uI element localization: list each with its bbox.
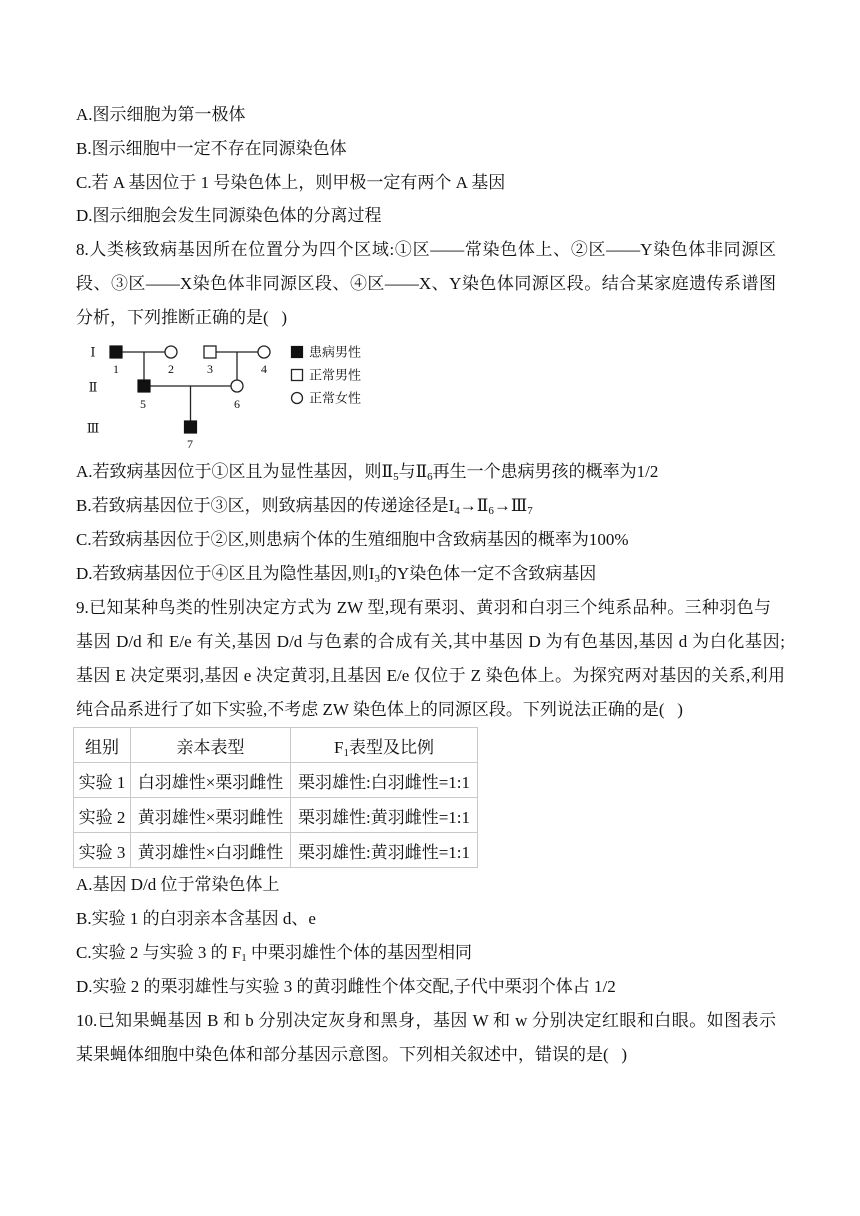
- text-segment: 再生一个患病男孩的概率为1/2: [432, 462, 659, 481]
- q10-stem-line-1: 10.已知果蝇基因 B 和 b 分别决定灰身和黑身，基因 W 和 w 分别决定红眼和白眼。如图表示: [76, 1011, 776, 1030]
- q9-stem-line-4: 纯合品系进行了如下实验,不考虑 ZW 染色体上的同源区段。下列说法正确的是( ): [76, 700, 683, 719]
- q8-option-d: [76, 562, 596, 586]
- legend-normal-male-square-icon: [292, 370, 303, 381]
- cell-parents: 黄羽雄性×栗羽雌性: [131, 798, 291, 833]
- cell-group: 实验 3: [74, 833, 131, 868]
- q9-stem-line-2: 基因 D/d 和 E/e 有关,基因 D/d 与色素的合成有关,其中基因 D 为有色基因,基因 d 为白化基因;: [76, 632, 785, 651]
- legend-label-normal-male: 正常男性: [309, 367, 362, 383]
- individual-number-1: 1: [113, 362, 119, 376]
- q9-option-c: [76, 941, 472, 965]
- text-segment: 的Y染色体一定不含致病基因: [379, 564, 597, 583]
- legend-normal-female-circle-icon: [292, 393, 303, 404]
- legend-label-affected-male: 患病男性: [309, 344, 362, 360]
- q8-stem-line-1: 8.人类核致病基因所在位置分为四个区域:①区——常染色体上、②区——Y染色体非同源区: [76, 240, 776, 259]
- subscript: 6: [488, 505, 494, 517]
- individual-number-4: 4: [261, 362, 267, 376]
- normal-female-circle-icon: [231, 380, 243, 392]
- q7-option-c: C.若 A 基因位于 1 号染色体上，则甲极一定有两个 A 基因: [76, 173, 506, 192]
- affected-male-square-icon: [138, 380, 150, 392]
- cell-f1: 栗羽雄性:黄羽雌性=1:1: [291, 833, 478, 868]
- normal-female-circle-icon: [258, 346, 270, 358]
- legend-label-normal-female: 正常女性: [309, 390, 362, 406]
- text-segment: 表型及比例: [348, 737, 434, 757]
- individual-number-6: 6: [234, 397, 240, 411]
- text-segment: 与Ⅱ: [398, 462, 428, 481]
- cell-parents: 白羽雄性×栗羽雌性: [131, 763, 291, 798]
- legend-affected-male-square-icon: [292, 347, 303, 358]
- generation-label-2: Ⅱ: [88, 379, 98, 395]
- cell-f1: 栗羽雄性:黄羽雌性=1:1: [291, 798, 478, 833]
- q9-stem-line-3: 基因 E 决定栗羽,基因 e 决定黄羽,且基因 E/e 仅位于 Z 染色体上。为探究两对基因的关系,利用: [76, 666, 785, 685]
- cell-group: 实验 1: [74, 763, 131, 798]
- text-segment: C.实验 2 与实验 3 的 F: [76, 943, 242, 962]
- header-f1: [291, 728, 478, 763]
- affected-male-square-icon: [185, 421, 197, 433]
- q7-option-b: B.图示细胞中一定不存在同源染色体: [76, 139, 347, 158]
- normal-male-square-icon: [204, 346, 216, 358]
- table-header-row: [74, 728, 478, 763]
- subscript: 5: [393, 471, 399, 483]
- cell-group: 实验 2: [74, 798, 131, 833]
- cell-f1: 栗羽雄性:白羽雌性=1:1: [291, 763, 478, 798]
- text-segment: F: [334, 737, 344, 757]
- individual-number-5: 5: [140, 397, 146, 411]
- generation-label-1: Ⅰ: [90, 344, 96, 360]
- subscript: 1: [241, 952, 247, 964]
- q7-option-d: D.图示细胞会发生同源染色体的分离过程: [76, 206, 382, 225]
- q8-option-b: [76, 494, 533, 518]
- normal-female-circle-icon: [165, 346, 177, 358]
- subscript: 1: [343, 746, 349, 759]
- text-segment: A.若致病基因位于①区且为显性基因，则Ⅱ: [76, 462, 394, 481]
- text-segment: D.若致病基因位于④区且为隐性基因,则I: [76, 564, 375, 583]
- q8-stem-line-3: 分析，下列推断正确的是( ): [76, 308, 288, 327]
- subscript: 7: [527, 505, 533, 517]
- subscript: 6: [427, 471, 433, 483]
- q8-stem-line-2: 段、③区——X染色体非同源区段、④区——X、Y染色体同源区段。结合某家庭遗传系谱图: [76, 274, 776, 293]
- subscript: 4: [454, 505, 460, 517]
- text-segment: B.若致病基因位于③区，则致病基因的传递途径是I: [76, 496, 455, 515]
- q10-stem-line-2: 某果蝇体细胞中染色体和部分基因示意图。下列相关叙述中，错误的是( ): [76, 1045, 628, 1064]
- q9-option-b: B.实验 1 的白羽亲本含基因 d、e: [76, 909, 316, 928]
- affected-male-square-icon: [110, 346, 122, 358]
- table-row: [74, 833, 478, 868]
- cell-parents: 黄羽雄性×白羽雌性: [131, 833, 291, 868]
- header-parents: 亲本表型: [131, 728, 291, 763]
- text-segment: 中栗羽雄性个体的基因型相同: [246, 943, 473, 962]
- q7-option-a: A.图示细胞为第一极体: [76, 105, 246, 124]
- pedigree-diagram: [80, 335, 380, 455]
- experiment-table: [73, 727, 478, 868]
- q9-option-a: A.基因 D/d 位于常染色体上: [76, 875, 280, 894]
- text-segment: →Ⅱ: [459, 496, 489, 515]
- subscript: 3: [374, 573, 380, 585]
- generation-label-3: Ⅲ: [86, 420, 100, 436]
- table-row: [74, 763, 478, 798]
- text-segment: →Ⅲ: [493, 496, 528, 515]
- header-group: 组别: [74, 728, 131, 763]
- individual-number-3: 3: [207, 362, 213, 376]
- q9-option-d: D.实验 2 的栗羽雄性与实验 3 的黄羽雌性个体交配,子代中栗羽个体占 1/2: [76, 977, 616, 996]
- table-row: [74, 798, 478, 833]
- individual-number-7: 7: [187, 437, 193, 451]
- q9-stem-line-1: 9.已知某种鸟类的性别决定方式为 ZW 型,现有栗羽、黄羽和白羽三个纯系品种。三种羽色与: [76, 598, 771, 617]
- q8-option-c: C.若致病基因位于②区,则患病个体的生殖细胞中含致病基因的概率为100%: [76, 530, 629, 549]
- individual-number-2: 2: [168, 362, 174, 376]
- q8-option-a: [76, 460, 658, 484]
